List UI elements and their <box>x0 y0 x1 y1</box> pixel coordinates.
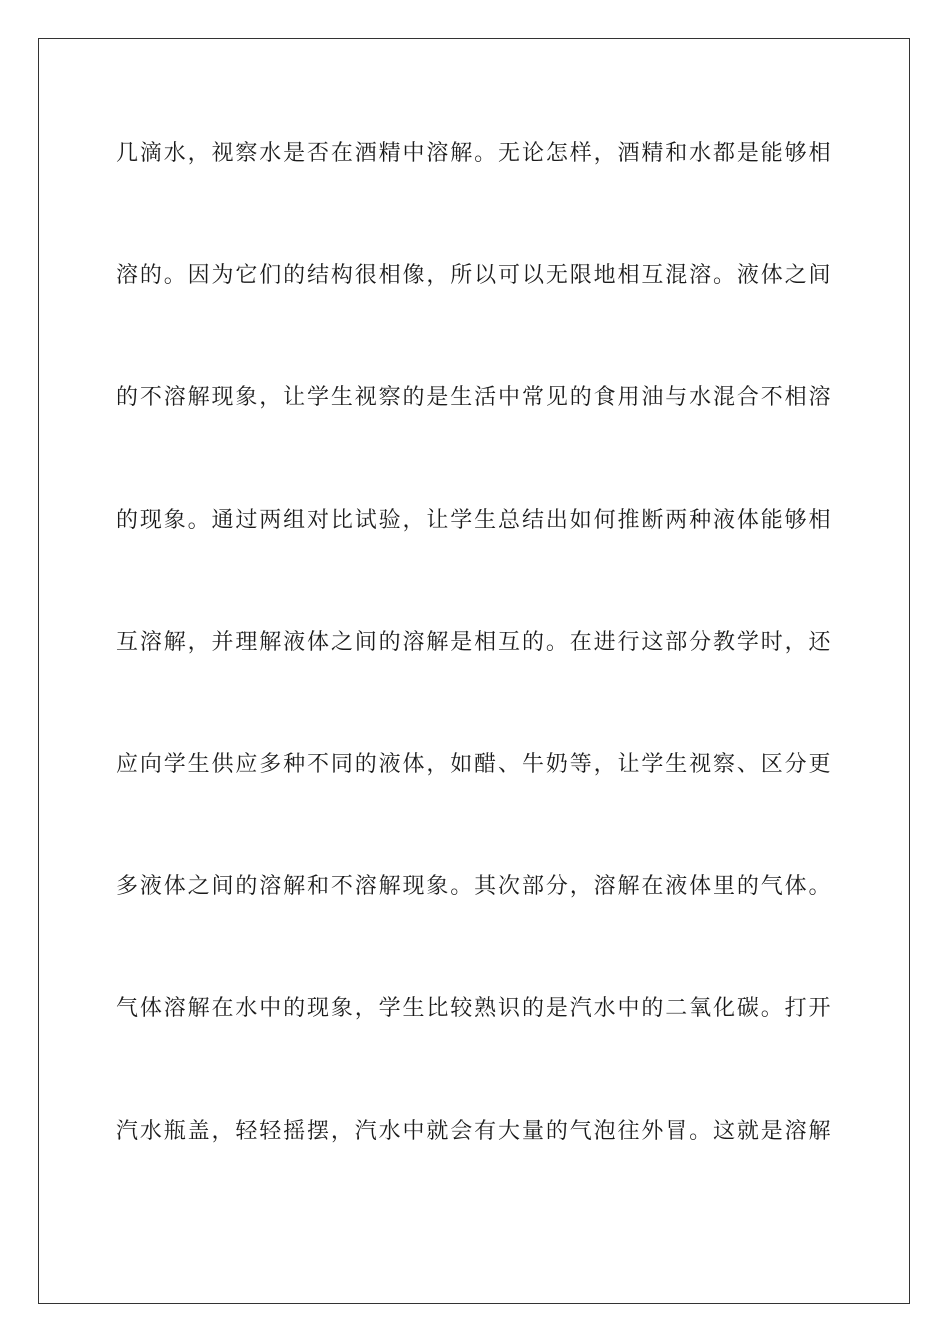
text-line-5: 互溶解，并理解液体之间的溶解是相互的。在进行这部分教学时，还 <box>116 629 832 655</box>
text-line-1: 几滴水，视察水是否在酒精中溶解。无论怎样，酒精和水都是能够相 <box>116 141 832 166</box>
text-line-3: 的不溶解现象，让学生视察的是生活中常见的食用油与水混合不相溶 <box>116 385 832 411</box>
text-line-7: 多液体之间的溶解和不溶解现象。其次部分，溶解在液体里的气体。 <box>116 874 832 900</box>
text-line-8: 气体溶解在水中的现象，学生比较熟识的是汽水中的二氧化碳。打开 <box>116 996 832 1022</box>
text-line-2: 溶的。因为它们的结构很相像，所以可以无限地相互混溶。液体之间 <box>116 263 832 289</box>
document-body <box>116 132 832 1232</box>
text-line-4: 的现象。通过两组对比试验，让学生总结出如何推断两种液体能够相 <box>116 507 832 533</box>
text-line-9: 汽水瓶盖，轻轻摇摆，汽水中就会有大量的气泡往外冒。这就是溶解 <box>116 1118 832 1144</box>
text-line-6: 应向学生供应多种不同的液体，如醋、牛奶等，让学生视察、区分更 <box>116 751 832 777</box>
